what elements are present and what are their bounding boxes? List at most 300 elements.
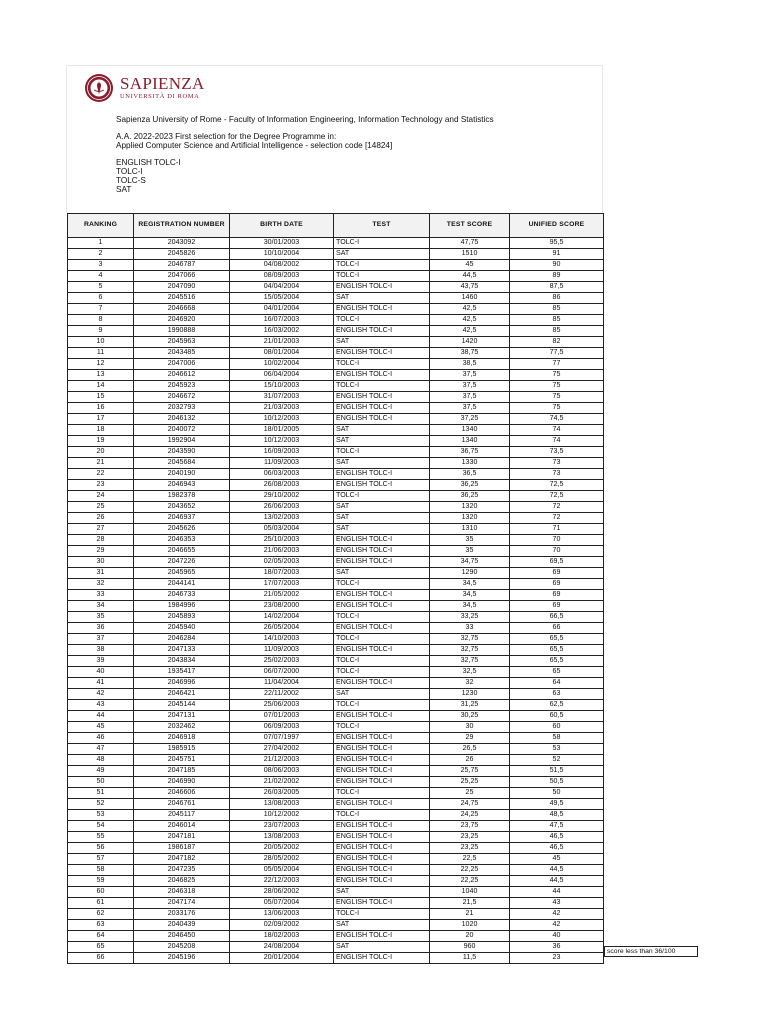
- unified-score-cell: 85: [510, 315, 604, 326]
- registration-number-cell: 2047182: [134, 854, 230, 865]
- test-cell: TOLC-I: [334, 238, 430, 249]
- registration-number-cell: 2046284: [134, 634, 230, 645]
- table-row: [68, 348, 604, 359]
- unified-score-cell: 73,5: [510, 447, 604, 458]
- birth-date-cell: 13/06/2003: [230, 909, 334, 920]
- test-cell: TOLC-I: [334, 788, 430, 799]
- birth-date-cell: 16/09/2003: [230, 447, 334, 458]
- test-cell: ENGLISH TOLC-I: [334, 854, 430, 865]
- birth-date-cell: 02/09/2002: [230, 920, 334, 931]
- unified-score-cell: 60: [510, 722, 604, 733]
- test-cell: ENGLISH TOLC-I: [334, 557, 430, 568]
- table-row: [68, 876, 604, 887]
- test-cell: SAT: [334, 513, 430, 524]
- birth-date-cell: 23/08/2000: [230, 601, 334, 612]
- table-row: [68, 447, 604, 458]
- test-score-cell: 32,75: [430, 656, 510, 667]
- table-row: [68, 271, 604, 282]
- table-row: [68, 282, 604, 293]
- table-row: [68, 238, 604, 249]
- test-score-cell: 23,25: [430, 843, 510, 854]
- registration-number-cell: 2045963: [134, 337, 230, 348]
- test-cell: TOLC-I: [334, 315, 430, 326]
- table-row: [68, 480, 604, 491]
- birth-date-cell: 11/09/2003: [230, 645, 334, 656]
- birth-date-cell: 18/07/2003: [230, 568, 334, 579]
- test-score-cell: 35: [430, 546, 510, 557]
- birth-date-cell: 21/05/2002: [230, 590, 334, 601]
- test-cell: ENGLISH TOLC-I: [334, 623, 430, 634]
- table-row: [68, 535, 604, 546]
- birth-date-cell: 05/07/2004: [230, 898, 334, 909]
- birth-date-cell: 06/03/2003: [230, 469, 334, 480]
- unified-score-cell: 66: [510, 623, 604, 634]
- unified-score-cell: 72: [510, 513, 604, 524]
- ranking-cell: 32: [68, 579, 134, 590]
- unified-score-cell: 90: [510, 260, 604, 271]
- registration-number-cell: 2046655: [134, 546, 230, 557]
- table-row: [68, 766, 604, 777]
- test-cell: ENGLISH TOLC-I: [334, 403, 430, 414]
- registration-number-cell: 2046668: [134, 304, 230, 315]
- unified-score-cell: 85: [510, 326, 604, 337]
- test-cell: TOLC-I: [334, 447, 430, 458]
- registration-number-cell: 2043652: [134, 502, 230, 513]
- column-header-registration-number: REGISTRATION NUMBER: [134, 214, 230, 238]
- test-score-cell: 25,25: [430, 777, 510, 788]
- unified-score-cell: 44: [510, 887, 604, 898]
- birth-date-cell: 21/03/2003: [230, 403, 334, 414]
- test-score-cell: 22,25: [430, 865, 510, 876]
- test-cell: ENGLISH TOLC-I: [334, 733, 430, 744]
- unified-score-cell: 44,5: [510, 876, 604, 887]
- test-cell: TOLC-I: [334, 909, 430, 920]
- registration-number-cell: 1984996: [134, 601, 230, 612]
- ranking-cell: 52: [68, 799, 134, 810]
- ranking-cell: 15: [68, 392, 134, 403]
- table-row: [68, 788, 604, 799]
- table-row: [68, 579, 604, 590]
- test-type-tolc-i: TOLC-I: [116, 167, 143, 176]
- registration-number-cell: 2046353: [134, 535, 230, 546]
- ranking-cell: 40: [68, 667, 134, 678]
- birth-date-cell: 15/10/2003: [230, 381, 334, 392]
- table-row: [68, 898, 604, 909]
- table-row: [68, 436, 604, 447]
- test-cell: TOLC-I: [334, 612, 430, 623]
- birth-date-cell: 05/03/2004: [230, 524, 334, 535]
- test-cell: TOLC-I: [334, 722, 430, 733]
- test-cell: ENGLISH TOLC-I: [334, 480, 430, 491]
- table-row: [68, 568, 604, 579]
- test-cell: TOLC-I: [334, 381, 430, 392]
- ranking-cell: 62: [68, 909, 134, 920]
- unified-score-cell: 52: [510, 755, 604, 766]
- birth-date-cell: 04/08/2002: [230, 260, 334, 271]
- table-row: [68, 700, 604, 711]
- test-score-cell: 29: [430, 733, 510, 744]
- ranking-cell: 54: [68, 821, 134, 832]
- table-row: [68, 315, 604, 326]
- test-cell: ENGLISH TOLC-I: [334, 931, 430, 942]
- ranking-cell: 20: [68, 447, 134, 458]
- test-score-cell: 33,25: [430, 612, 510, 623]
- registration-number-cell: 2045208: [134, 942, 230, 953]
- unified-score-cell: 75: [510, 392, 604, 403]
- low-score-note: score less than 36/100: [604, 946, 698, 957]
- ranking-cell: 18: [68, 425, 134, 436]
- table-row: [68, 799, 604, 810]
- test-cell: SAT: [334, 458, 430, 469]
- table-row: [68, 337, 604, 348]
- test-score-cell: 38,5: [430, 359, 510, 370]
- test-cell: SAT: [334, 337, 430, 348]
- registration-number-cell: 2046825: [134, 876, 230, 887]
- ranking-cell: 8: [68, 315, 134, 326]
- table-row: [68, 513, 604, 524]
- test-score-cell: 36,5: [430, 469, 510, 480]
- unified-score-cell: 50: [510, 788, 604, 799]
- registration-number-cell: 2046612: [134, 370, 230, 381]
- test-score-cell: 30: [430, 722, 510, 733]
- test-score-cell: 37,5: [430, 381, 510, 392]
- birth-date-cell: 26/03/2005: [230, 788, 334, 799]
- test-score-cell: 1340: [430, 425, 510, 436]
- birth-date-cell: 10/12/2002: [230, 810, 334, 821]
- test-score-cell: 32,75: [430, 634, 510, 645]
- unified-score-cell: 63: [510, 689, 604, 700]
- test-score-cell: 36,25: [430, 491, 510, 502]
- test-score-cell: 26: [430, 755, 510, 766]
- birth-date-cell: 10/12/2003: [230, 414, 334, 425]
- registration-number-cell: 2045144: [134, 700, 230, 711]
- registration-number-cell: 2046421: [134, 689, 230, 700]
- table-row: [68, 491, 604, 502]
- birth-date-cell: 29/10/2002: [230, 491, 334, 502]
- registration-number-cell: 2046787: [134, 260, 230, 271]
- table-row: [68, 744, 604, 755]
- test-type-sat: SAT: [116, 185, 132, 194]
- test-cell: TOLC-I: [334, 700, 430, 711]
- table-row: [68, 359, 604, 370]
- table-row: [68, 645, 604, 656]
- test-cell: ENGLISH TOLC-I: [334, 777, 430, 788]
- registration-number-cell: 2046937: [134, 513, 230, 524]
- test-score-cell: 25,75: [430, 766, 510, 777]
- table-row: [68, 722, 604, 733]
- registration-number-cell: 2043590: [134, 447, 230, 458]
- ranking-cell: 22: [68, 469, 134, 480]
- test-cell: ENGLISH TOLC-I: [334, 843, 430, 854]
- birth-date-cell: 28/05/2002: [230, 854, 334, 865]
- registration-number-cell: 2032462: [134, 722, 230, 733]
- ranking-cell: 21: [68, 458, 134, 469]
- test-cell: TOLC-I: [334, 579, 430, 590]
- test-score-cell: 36,25: [430, 480, 510, 491]
- ranking-cell: 27: [68, 524, 134, 535]
- birth-date-cell: 06/04/2004: [230, 370, 334, 381]
- ranking-cell: 56: [68, 843, 134, 854]
- ranking-cell: 30: [68, 557, 134, 568]
- ranking-cell: 53: [68, 810, 134, 821]
- registration-number-cell: 2047226: [134, 557, 230, 568]
- birth-date-cell: 08/09/2003: [230, 271, 334, 282]
- table-row: [68, 425, 604, 436]
- unified-score-cell: 50,5: [510, 777, 604, 788]
- birth-date-cell: 21/02/2002: [230, 777, 334, 788]
- registration-number-cell: 2047131: [134, 711, 230, 722]
- table-row: [68, 623, 604, 634]
- test-score-cell: 1020: [430, 920, 510, 931]
- table-row: [68, 777, 604, 788]
- column-header-birth-date: BIRTH DATE: [230, 214, 334, 238]
- birth-date-cell: 06/07/2000: [230, 667, 334, 678]
- test-score-cell: 1290: [430, 568, 510, 579]
- table-row: [68, 634, 604, 645]
- test-cell: TOLC-I: [334, 667, 430, 678]
- test-type-english-tolc-i: ENGLISH TOLC-I: [116, 158, 181, 167]
- birth-date-cell: 13/08/2003: [230, 799, 334, 810]
- ranking-table-body: [68, 238, 604, 964]
- ranking-cell: 47: [68, 744, 134, 755]
- unified-score-cell: 65: [510, 667, 604, 678]
- table-row: [68, 843, 604, 854]
- registration-number-cell: 2045965: [134, 568, 230, 579]
- unified-score-cell: 44,5: [510, 865, 604, 876]
- registration-number-cell: 2033176: [134, 909, 230, 920]
- unified-score-cell: 69: [510, 601, 604, 612]
- test-score-cell: 47,75: [430, 238, 510, 249]
- test-score-cell: 37,5: [430, 403, 510, 414]
- unified-score-cell: 65,5: [510, 656, 604, 667]
- test-cell: ENGLISH TOLC-I: [334, 678, 430, 689]
- test-score-cell: 25: [430, 788, 510, 799]
- birth-date-cell: 08/06/2003: [230, 766, 334, 777]
- registration-number-cell: 2040072: [134, 425, 230, 436]
- test-score-cell: 20: [430, 931, 510, 942]
- test-score-cell: 34,5: [430, 579, 510, 590]
- unified-score-cell: 73: [510, 458, 604, 469]
- ranking-cell: 9: [68, 326, 134, 337]
- test-cell: ENGLISH TOLC-I: [334, 865, 430, 876]
- table-row: [68, 810, 604, 821]
- birth-date-cell: 25/10/2003: [230, 535, 334, 546]
- unified-score-cell: 73: [510, 469, 604, 480]
- registration-number-cell: 2046606: [134, 788, 230, 799]
- unified-score-cell: 70: [510, 535, 604, 546]
- table-row: [68, 920, 604, 931]
- table-row: [68, 293, 604, 304]
- unified-score-cell: 53: [510, 744, 604, 755]
- ranking-cell: 57: [68, 854, 134, 865]
- birth-date-cell: 25/06/2003: [230, 700, 334, 711]
- test-cell: ENGLISH TOLC-I: [334, 645, 430, 656]
- test-score-cell: 1460: [430, 293, 510, 304]
- table-row: [68, 260, 604, 271]
- ranking-cell: 26: [68, 513, 134, 524]
- unified-score-cell: 89: [510, 271, 604, 282]
- unified-score-cell: 36: [510, 942, 604, 953]
- test-cell: SAT: [334, 249, 430, 260]
- registration-number-cell: 2045196: [134, 953, 230, 964]
- unified-score-cell: 62,5: [510, 700, 604, 711]
- test-cell: ENGLISH TOLC-I: [334, 370, 430, 381]
- registration-number-cell: 2046450: [134, 931, 230, 942]
- test-score-cell: 43,75: [430, 282, 510, 293]
- table-row: [68, 821, 604, 832]
- birth-date-cell: 20/05/2002: [230, 843, 334, 854]
- unified-score-cell: 42: [510, 909, 604, 920]
- table-row: [68, 502, 604, 513]
- registration-number-cell: 1992904: [134, 436, 230, 447]
- table-row: [68, 711, 604, 722]
- registration-number-cell: 2047185: [134, 766, 230, 777]
- registration-number-cell: 2045893: [134, 612, 230, 623]
- ranking-cell: 43: [68, 700, 134, 711]
- registration-number-cell: 2045626: [134, 524, 230, 535]
- test-cell: ENGLISH TOLC-I: [334, 601, 430, 612]
- test-cell: ENGLISH TOLC-I: [334, 326, 430, 337]
- test-cell: ENGLISH TOLC-I: [334, 304, 430, 315]
- registration-number-cell: 2045516: [134, 293, 230, 304]
- registration-number-cell: 2046943: [134, 480, 230, 491]
- unified-score-cell: 64: [510, 678, 604, 689]
- test-score-cell: 1330: [430, 458, 510, 469]
- unified-score-cell: 86: [510, 293, 604, 304]
- birth-date-cell: 17/07/2003: [230, 579, 334, 590]
- test-cell: SAT: [334, 293, 430, 304]
- test-score-cell: 23,25: [430, 832, 510, 843]
- programme-title: Applied Computer Science and Artificial Intelligence - selection code [14824]: [116, 141, 393, 150]
- registration-number-cell: 2045826: [134, 249, 230, 260]
- unified-score-cell: 66,5: [510, 612, 604, 623]
- faculty-title: Sapienza University of Rome - Faculty of Information Engineering, Information Technology and Statistics: [116, 115, 494, 124]
- registration-number-cell: 2043092: [134, 238, 230, 249]
- table-row: [68, 887, 604, 898]
- test-cell: ENGLISH TOLC-I: [334, 832, 430, 843]
- registration-number-cell: 2046920: [134, 315, 230, 326]
- table-row: [68, 403, 604, 414]
- ranking-cell: 25: [68, 502, 134, 513]
- ranking-cell: 28: [68, 535, 134, 546]
- test-cell: ENGLISH TOLC-I: [334, 799, 430, 810]
- test-score-cell: 38,75: [430, 348, 510, 359]
- test-score-cell: 21: [430, 909, 510, 920]
- ranking-cell: 38: [68, 645, 134, 656]
- ranking-cell: 55: [68, 832, 134, 843]
- test-score-cell: 34,5: [430, 590, 510, 601]
- test-score-cell: 1320: [430, 502, 510, 513]
- ranking-cell: 19: [68, 436, 134, 447]
- registration-number-cell: 2043485: [134, 348, 230, 359]
- birth-date-cell: 18/01/2005: [230, 425, 334, 436]
- test-score-cell: 44,5: [430, 271, 510, 282]
- test-cell: TOLC-I: [334, 491, 430, 502]
- table-row: [68, 931, 604, 942]
- registration-number-cell: 1985915: [134, 744, 230, 755]
- test-score-cell: 1310: [430, 524, 510, 535]
- ranking-cell: 60: [68, 887, 134, 898]
- test-cell: SAT: [334, 568, 430, 579]
- birth-date-cell: 21/12/2003: [230, 755, 334, 766]
- test-score-cell: 11,5: [430, 953, 510, 964]
- registration-number-cell: 2047090: [134, 282, 230, 293]
- registration-number-cell: 2046318: [134, 887, 230, 898]
- ranking-cell: 34: [68, 601, 134, 612]
- test-cell: SAT: [334, 920, 430, 931]
- unified-score-cell: 65,5: [510, 645, 604, 656]
- test-score-cell: 30,25: [430, 711, 510, 722]
- ranking-cell: 42: [68, 689, 134, 700]
- ranking-cell: 63: [68, 920, 134, 931]
- unified-score-cell: 60,5: [510, 711, 604, 722]
- unified-score-cell: 75: [510, 403, 604, 414]
- registration-number-cell: 2046672: [134, 392, 230, 403]
- ranking-cell: 29: [68, 546, 134, 557]
- table-row: [68, 370, 604, 381]
- registration-number-cell: 2047133: [134, 645, 230, 656]
- registration-number-cell: 2047235: [134, 865, 230, 876]
- test-cell: TOLC-I: [334, 810, 430, 821]
- unified-score-cell: 77,5: [510, 348, 604, 359]
- test-score-cell: 35: [430, 535, 510, 546]
- registration-number-cell: 2045684: [134, 458, 230, 469]
- unified-score-cell: 69: [510, 579, 604, 590]
- birth-date-cell: 16/03/2002: [230, 326, 334, 337]
- table-row: [68, 524, 604, 535]
- birth-date-cell: 25/02/2003: [230, 656, 334, 667]
- ranking-cell: 61: [68, 898, 134, 909]
- test-score-cell: 42,5: [430, 304, 510, 315]
- document-header: [116, 115, 494, 194]
- birth-date-cell: 10/02/2004: [230, 359, 334, 370]
- registration-number-cell: 2046733: [134, 590, 230, 601]
- ranking-cell: 31: [68, 568, 134, 579]
- test-cell: ENGLISH TOLC-I: [334, 590, 430, 601]
- test-score-cell: 22,25: [430, 876, 510, 887]
- table-row: [68, 612, 604, 623]
- unified-score-cell: 23: [510, 953, 604, 964]
- test-cell: SAT: [334, 436, 430, 447]
- table-row: [68, 414, 604, 425]
- ranking-cell: 48: [68, 755, 134, 766]
- test-score-cell: 21,5: [430, 898, 510, 909]
- unified-score-cell: 51,5: [510, 766, 604, 777]
- test-cell: ENGLISH TOLC-I: [334, 755, 430, 766]
- registration-number-cell: 2044141: [134, 579, 230, 590]
- table-row: [68, 656, 604, 667]
- unified-score-cell: 48,5: [510, 810, 604, 821]
- birth-date-cell: 26/05/2004: [230, 623, 334, 634]
- birth-date-cell: 05/05/2004: [230, 865, 334, 876]
- test-cell: ENGLISH TOLC-I: [334, 953, 430, 964]
- test-cell: ENGLISH TOLC-I: [334, 282, 430, 293]
- column-header-test: TEST: [334, 214, 430, 238]
- birth-date-cell: 22/12/2003: [230, 876, 334, 887]
- registration-number-cell: 2045751: [134, 755, 230, 766]
- table-row: [68, 249, 604, 260]
- test-score-cell: 33: [430, 623, 510, 634]
- registration-number-cell: 2045117: [134, 810, 230, 821]
- test-cell: ENGLISH TOLC-I: [334, 348, 430, 359]
- ranking-cell: 5: [68, 282, 134, 293]
- ranking-cell: 17: [68, 414, 134, 425]
- ranking-cell: 46: [68, 733, 134, 744]
- table-row: [68, 469, 604, 480]
- unified-score-cell: 74,5: [510, 414, 604, 425]
- ranking-cell: 51: [68, 788, 134, 799]
- birth-date-cell: 13/02/2003: [230, 513, 334, 524]
